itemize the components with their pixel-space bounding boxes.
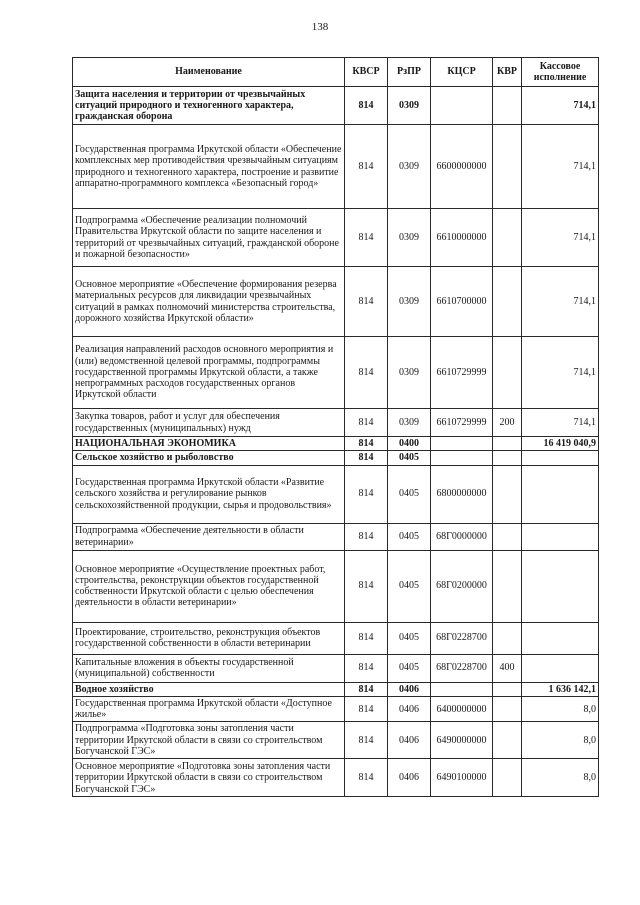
row-kvr [493, 437, 522, 451]
row-rzpr: 0309 [388, 267, 431, 337]
row-kcsr: 68Г0228700 [431, 622, 493, 654]
row-kvr [493, 125, 522, 209]
row-kvsr: 814 [345, 622, 388, 654]
row-kvsr: 814 [345, 209, 388, 267]
row-name: Проектирование, строительство, реконструкция объектов государственной собственности в области ветеринарии [73, 622, 345, 654]
header-name: Наименование [73, 58, 345, 87]
row-kvsr: 814 [345, 267, 388, 337]
row-kcsr: 6610729999 [431, 337, 493, 409]
row-kcsr: 68Г0200000 [431, 550, 493, 622]
row-kvr [493, 337, 522, 409]
row-amount [522, 465, 599, 523]
row-kvsr: 814 [345, 696, 388, 722]
row-name: Подпрограмма «Обеспечение деятельности в области ветеринарии» [73, 523, 345, 550]
row-kcsr: 6490100000 [431, 759, 493, 797]
row-kvr [493, 465, 522, 523]
row-name: Водное хозяйство [73, 682, 345, 696]
header-kcsr: КЦСР [431, 58, 493, 87]
row-kvr [493, 696, 522, 722]
table-row [73, 125, 599, 209]
row-name: Капитальные вложения в объекты государственной (муниципальной) собственности [73, 654, 345, 682]
row-kcsr: 68Г0000000 [431, 523, 493, 550]
row-kcsr: 6610000000 [431, 209, 493, 267]
budget-table [72, 57, 599, 797]
row-kvsr: 814 [345, 337, 388, 409]
row-kvr [493, 759, 522, 797]
row-amount: 8,0 [522, 722, 599, 759]
row-kcsr: 6600000000 [431, 125, 493, 209]
row-rzpr: 0309 [388, 337, 431, 409]
row-kvsr: 814 [345, 451, 388, 465]
table-row [73, 523, 599, 550]
table-row [73, 722, 599, 759]
row-kvsr: 814 [345, 550, 388, 622]
row-kvsr: 814 [345, 682, 388, 696]
row-amount [522, 550, 599, 622]
table-row [73, 409, 599, 437]
row-name: НАЦИОНАЛЬНАЯ ЭКОНОМИКА [73, 437, 345, 451]
row-name: Защита населения и территории от чрезвычайных ситуаций природного и техногенного характера, гражданская оборона [73, 87, 345, 125]
table-row [73, 87, 599, 125]
row-rzpr: 0405 [388, 523, 431, 550]
table-row [73, 550, 599, 622]
row-kvr: 400 [493, 654, 522, 682]
row-amount: 714,1 [522, 125, 599, 209]
row-kvr [493, 622, 522, 654]
row-amount: 714,1 [522, 409, 599, 437]
row-kcsr: 6610700000 [431, 267, 493, 337]
table-row [73, 465, 599, 523]
row-amount: 8,0 [522, 696, 599, 722]
row-kvr [493, 451, 522, 465]
row-kvr [493, 209, 522, 267]
row-kcsr: 6610729999 [431, 409, 493, 437]
row-rzpr: 0309 [388, 409, 431, 437]
row-rzpr: 0309 [388, 125, 431, 209]
row-kvr [493, 267, 522, 337]
header-kvr: КВР [493, 58, 522, 87]
row-amount [522, 523, 599, 550]
row-rzpr: 0405 [388, 550, 431, 622]
row-kcsr: 6400000000 [431, 696, 493, 722]
row-kcsr [431, 451, 493, 465]
row-kvsr: 814 [345, 125, 388, 209]
table-row [73, 759, 599, 797]
row-kvsr: 814 [345, 87, 388, 125]
row-rzpr: 0309 [388, 87, 431, 125]
row-kvr: 200 [493, 409, 522, 437]
row-rzpr: 0406 [388, 722, 431, 759]
table-row [73, 451, 599, 465]
table-row [73, 267, 599, 337]
row-amount: 714,1 [522, 87, 599, 125]
row-name: Государственная программа Иркутской области «Обеспечение комплексных мер противодействия чрезвычайным ситуациям природного и техногенного характера, построение и развитие аппаратно-программного комплекса «Безопасный город» [73, 125, 345, 209]
row-kcsr [431, 87, 493, 125]
row-name: Сельское хозяйство и рыболовство [73, 451, 345, 465]
row-amount: 16 419 040,9 [522, 437, 599, 451]
table-header-row [73, 58, 599, 87]
row-name: Основное мероприятие «Подготовка зоны затопления части территории Иркутской области в связи со строительством Богучанской ГЭС» [73, 759, 345, 797]
row-kvsr: 814 [345, 654, 388, 682]
header-amount: Кассовое исполнение [522, 58, 599, 87]
row-kvr [493, 523, 522, 550]
row-kcsr: 6490000000 [431, 722, 493, 759]
row-amount: 8,0 [522, 759, 599, 797]
row-amount: 1 636 142,1 [522, 682, 599, 696]
row-kvsr: 814 [345, 722, 388, 759]
row-rzpr: 0405 [388, 465, 431, 523]
row-kvsr: 814 [345, 465, 388, 523]
row-name: Подпрограмма «Обеспечение реализации полномочий Правительства Иркутской области по защите населения и территорий от чрезвычайных ситуаций, гражданской обороне и пожарной безопасности» [73, 209, 345, 267]
row-rzpr: 0405 [388, 451, 431, 465]
row-amount: 714,1 [522, 267, 599, 337]
row-kvsr: 814 [345, 523, 388, 550]
row-rzpr: 0405 [388, 622, 431, 654]
row-name: Основное мероприятие «Обеспечение формирования резерва материальных ресурсов для ликвидации чрезвычайных ситуаций в рамках полномочий министерства строительства, дорожного хозяйства Иркутской области» [73, 267, 345, 337]
row-name: Основное мероприятие «Осуществление проектных работ, строительства, реконструкции объектов государственной собственности Иркутской области с целью обеспечения деятельности в области ветеринарии» [73, 550, 345, 622]
row-amount: 714,1 [522, 209, 599, 267]
table-row [73, 622, 599, 654]
header-rzpr: РзПР [388, 58, 431, 87]
row-rzpr: 0309 [388, 209, 431, 267]
row-name: Закупка товаров, работ и услуг для обеспечения государственных (муниципальных) нужд [73, 409, 345, 437]
page-number: 138 [311, 21, 329, 33]
row-amount [522, 451, 599, 465]
row-kvsr: 814 [345, 759, 388, 797]
table-row [73, 437, 599, 451]
header-kvsr: КВСР [345, 58, 388, 87]
row-kvsr: 814 [345, 409, 388, 437]
table-row [73, 209, 599, 267]
row-rzpr: 0400 [388, 437, 431, 451]
row-kvr [493, 722, 522, 759]
row-name: Государственная программа Иркутской области «Доступное жилье» [73, 696, 345, 722]
row-rzpr: 0406 [388, 759, 431, 797]
row-kcsr: 68Г0228700 [431, 654, 493, 682]
row-kcsr: 6800000000 [431, 465, 493, 523]
table-row [73, 654, 599, 682]
row-amount [522, 622, 599, 654]
row-rzpr: 0405 [388, 654, 431, 682]
row-name: Подпрограмма «Подготовка зоны затопления части территории Иркутской области в связи со строительством Богучанской ГЭС» [73, 722, 345, 759]
row-kvr [493, 682, 522, 696]
table-row [73, 696, 599, 722]
table-row [73, 337, 599, 409]
row-kvr [493, 550, 522, 622]
row-kvsr: 814 [345, 437, 388, 451]
row-name: Государственная программа Иркутской области «Развитие сельского хозяйства и регулирование рынков сельскохозяйственной продукции, сырья и продовольствия» [73, 465, 345, 523]
row-kcsr [431, 682, 493, 696]
table-row [73, 682, 599, 696]
row-kcsr [431, 437, 493, 451]
row-amount [522, 654, 599, 682]
row-rzpr: 0406 [388, 682, 431, 696]
row-kvr [493, 87, 522, 125]
row-rzpr: 0406 [388, 696, 431, 722]
row-name: Реализация направлений расходов основного мероприятия и (или) ведомственной целевой программы, подпрограммы государственной программы Иркутской области, а также непрограммных расходов государственных органов Иркутской области [73, 337, 345, 409]
row-amount: 714,1 [522, 337, 599, 409]
